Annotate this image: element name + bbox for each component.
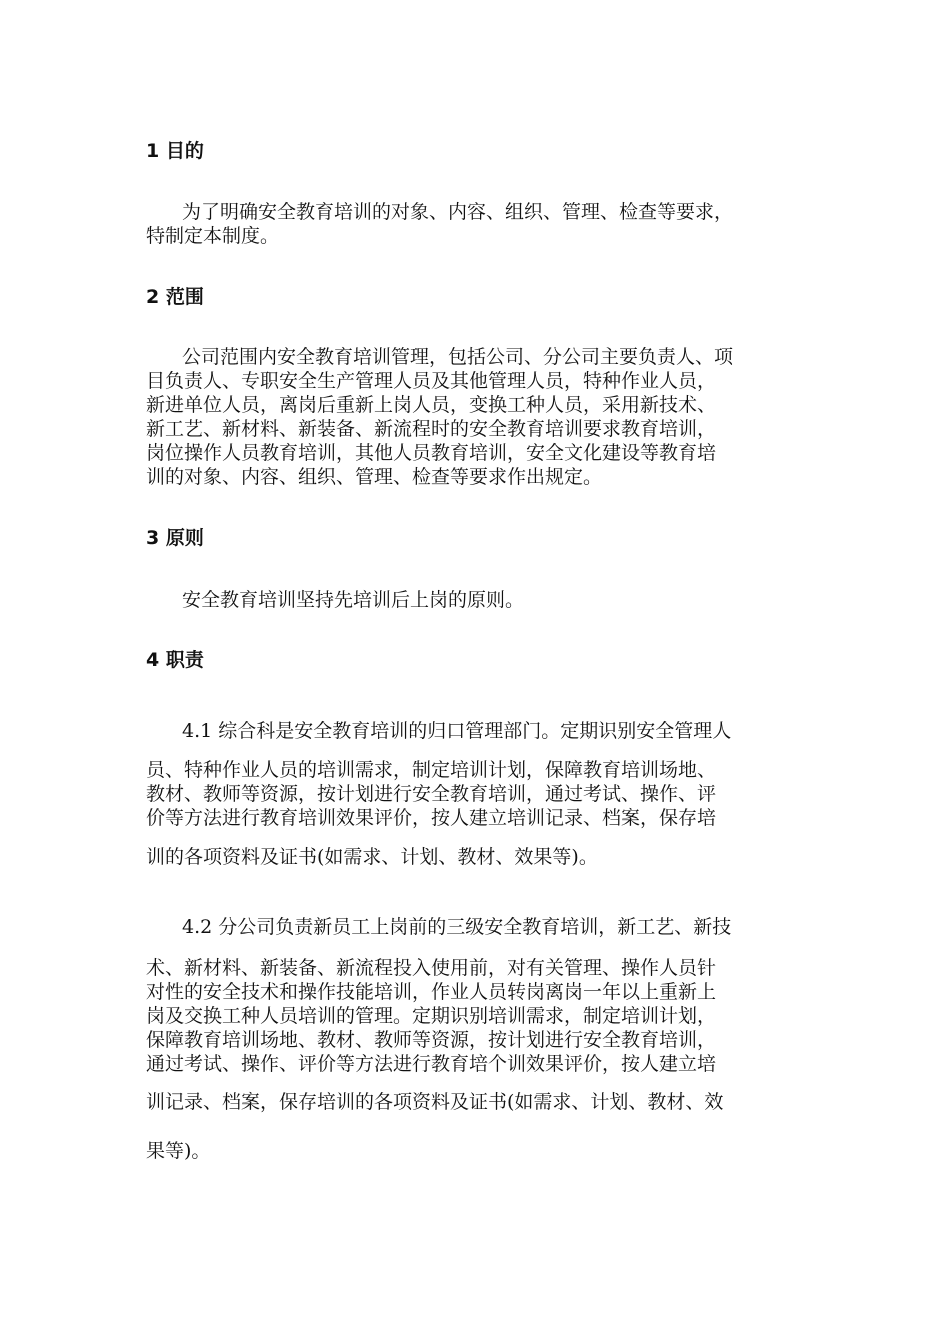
paragraph-line: 术、新材料、新装备、新流程投入使用前，对有关管理、操作人员针 [146, 957, 717, 979]
paragraph-line: 训的各项资料及证书(如需求、计划、教材、效果等)。 [146, 846, 598, 868]
section-heading-scope: 2 范围 [146, 286, 204, 308]
duty-4-2-continued [146, 956, 804, 1076]
paragraph-line: 岗位操作人员教育培训，其他人员教育培训，安全文化建设等教育培 [146, 442, 717, 464]
duty-4-2-last [146, 1139, 804, 1163]
scope-paragraph [146, 345, 804, 489]
paragraph-line: 新进单位人员，离岗后重新上岗人员，变换工种人员，采用新技术、 [146, 394, 717, 416]
paragraph-line: 4.1 综合科是安全教育培训的归口管理部门。定期识别安全管理人 [182, 720, 732, 742]
paragraph-line: 特制定本制度。 [146, 225, 280, 247]
paragraph-line: 对性的安全技术和操作技能培训，作业人员转岗离岗一年以上重新上 [146, 981, 717, 1003]
duty-4-2-tail [146, 1090, 804, 1114]
duty-4-1-paragraph [146, 719, 804, 743]
paragraph-line: 员、特种作业人员的培训需求，制定培训计划，保障教育培训场地、 [146, 759, 717, 781]
duty-4-1-last [146, 845, 804, 869]
section-heading-duties: 4 职责 [146, 649, 204, 671]
section-heading-purpose: 1 目的 [146, 140, 204, 162]
paragraph-line: 保障教育培训场地、教材、教师等资源，按计划进行安全教育培训， [146, 1029, 717, 1051]
paragraph-line: 果等)。 [146, 1140, 211, 1162]
section-heading-principle: 3 原则 [146, 527, 204, 549]
paragraph-line: 训的对象、内容、组织、管理、检查等要求作出规定。 [146, 466, 603, 488]
paragraph-line: 公司范围内安全教育培训管理，包括公司、分公司主要负责人、项 [182, 346, 734, 368]
purpose-paragraph [146, 200, 804, 248]
paragraph-line: 教材、教师等资源，按计划进行安全教育培训，通过考试、操作、评 [146, 783, 717, 805]
paragraph-line: 为了明确安全教育培训的对象、内容、组织、管理、检查等要求， [182, 201, 734, 223]
paragraph-line: 训记录、档案，保存培训的各项资料及证书(如需求、计划、教材、效 [146, 1091, 724, 1113]
principle-paragraph [146, 588, 804, 612]
duty-4-2-paragraph [146, 915, 804, 939]
paragraph-line: 目负责人、专职安全生产管理人员及其他管理人员，特种作业人员， [146, 370, 717, 392]
paragraph-line: 岗及交换工种人员培训的管理。定期识别培训需求，制定培训计划， [146, 1005, 717, 1027]
paragraph-line: 价等方法进行教育培训效果评价，按人建立培训记录、档案，保存培 [146, 807, 717, 829]
paragraph-line: 新工艺、新材料、新装备、新流程时的安全教育培训要求教育培训， [146, 418, 717, 440]
paragraph-line: 4.2 分公司负责新员工上岗前的三级安全教育培训，新工艺、新技 [182, 916, 732, 938]
paragraph-line: 通过考试、操作、评价等方法进行教育培个训效果评价，按人建立培 [146, 1053, 717, 1075]
duty-4-1-continued [146, 758, 804, 830]
paragraph-line: 安全教育培训坚持先培训后上岗的原则。 [182, 589, 525, 611]
